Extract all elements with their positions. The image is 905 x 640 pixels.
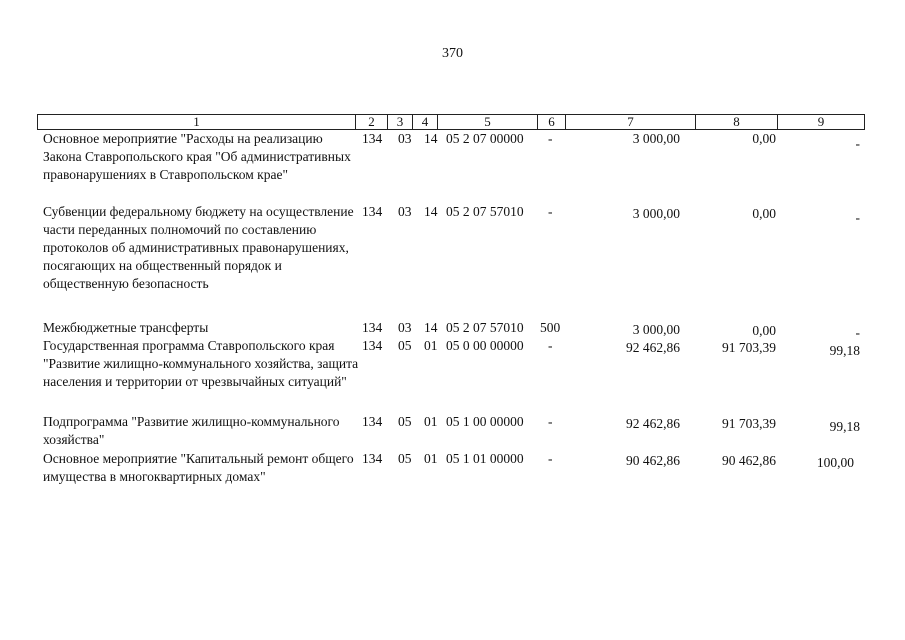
row-type: - bbox=[548, 131, 553, 146]
row-target: 05 1 01 00000 bbox=[446, 451, 524, 466]
row-ministry: 134 bbox=[362, 204, 383, 219]
row-percent: - bbox=[855, 210, 860, 225]
row-subsection: 14 bbox=[424, 131, 438, 146]
row-target: 05 2 07 57010 bbox=[446, 320, 524, 335]
row-section: 03 bbox=[398, 204, 412, 219]
column-header-7: 7 bbox=[566, 115, 696, 129]
row-type: - bbox=[548, 414, 553, 429]
row-target: 05 2 07 57010 bbox=[446, 204, 524, 219]
row-ministry: 134 bbox=[362, 414, 383, 429]
row-plan: 92 462,86 bbox=[626, 340, 680, 355]
row-name: Основное мероприятие "Капитальный ремонт общего имущества в многоквартирных домах" bbox=[43, 451, 354, 484]
column-header-2: 2 bbox=[356, 115, 388, 129]
row-subsection: 01 bbox=[424, 451, 438, 466]
row-fact: 0,00 bbox=[752, 206, 776, 221]
row-fact: 90 462,86 bbox=[722, 453, 776, 468]
row-name: Межбюджетные трансферты bbox=[43, 320, 209, 335]
row-fact: 91 703,39 bbox=[722, 340, 776, 355]
row-plan: 92 462,86 bbox=[626, 416, 680, 431]
row-target: 05 0 00 00000 bbox=[446, 338, 524, 353]
row-fact: 0,00 bbox=[752, 323, 776, 338]
row-name: Основное мероприятие "Расходы на реализацию Закона Ставропольского края "Об административных правонарушениях в Ставропольском крае" bbox=[43, 131, 351, 182]
row-subsection: 01 bbox=[424, 338, 438, 353]
row-plan: 3 000,00 bbox=[632, 131, 680, 146]
row-section: 05 bbox=[398, 451, 412, 466]
column-header-3: 3 bbox=[388, 115, 413, 129]
row-section: 05 bbox=[398, 338, 412, 353]
column-header-8: 8 bbox=[696, 115, 778, 129]
row-ministry: 134 bbox=[362, 338, 383, 353]
row-ministry: 134 bbox=[362, 320, 383, 335]
row-target: 05 1 00 00000 bbox=[446, 414, 524, 429]
column-header-4: 4 bbox=[413, 115, 438, 129]
row-subsection: 14 bbox=[424, 320, 438, 335]
column-header-5: 5 bbox=[438, 115, 538, 129]
row-plan: 90 462,86 bbox=[626, 453, 680, 468]
row-type: - bbox=[548, 204, 553, 219]
row-plan: 3 000,00 bbox=[632, 206, 680, 221]
row-section: 03 bbox=[398, 131, 412, 146]
row-type: 500 bbox=[540, 320, 561, 335]
row-percent: 99,18 bbox=[829, 419, 860, 434]
column-header-9: 9 bbox=[817, 114, 825, 129]
row-name: Субвенции федеральному бюджету на осуществление части переданных полномочий по составлению протоколов об административных правонарушениях, посягающих на общественный порядок и общественную безопасность bbox=[43, 204, 354, 291]
row-percent: 99,18 bbox=[829, 343, 860, 358]
row-fact: 91 703,39 bbox=[722, 416, 776, 431]
row-percent: 100,00 bbox=[816, 455, 854, 470]
column-header-1: 1 bbox=[38, 115, 356, 129]
row-section: 05 bbox=[398, 414, 412, 429]
row-ministry: 134 bbox=[362, 131, 383, 146]
row-type: - bbox=[548, 338, 553, 353]
row-type: - bbox=[548, 451, 553, 466]
row-percent: - bbox=[855, 136, 860, 151]
row-ministry: 134 bbox=[362, 451, 383, 466]
row-name: Государственная программа Ставропольского края "Развитие жилищно-коммунального хозяйства, защита населения и территории от чрезвычайных ситуаций" bbox=[43, 338, 359, 389]
row-plan: 3 000,00 bbox=[632, 322, 680, 337]
row-section: 03 bbox=[398, 320, 412, 335]
row-subsection: 14 bbox=[424, 204, 438, 219]
row-name: Подпрограмма "Развитие жилищно-коммунального хозяйства" bbox=[43, 414, 340, 447]
page-number: 370 bbox=[442, 46, 463, 61]
row-target: 05 2 07 00000 bbox=[446, 131, 524, 146]
row-percent: - bbox=[855, 325, 860, 340]
column-header-6: 6 bbox=[538, 115, 566, 129]
row-fact: 0,00 bbox=[752, 131, 776, 146]
row-subsection: 01 bbox=[424, 414, 438, 429]
table-header-row bbox=[37, 114, 865, 130]
